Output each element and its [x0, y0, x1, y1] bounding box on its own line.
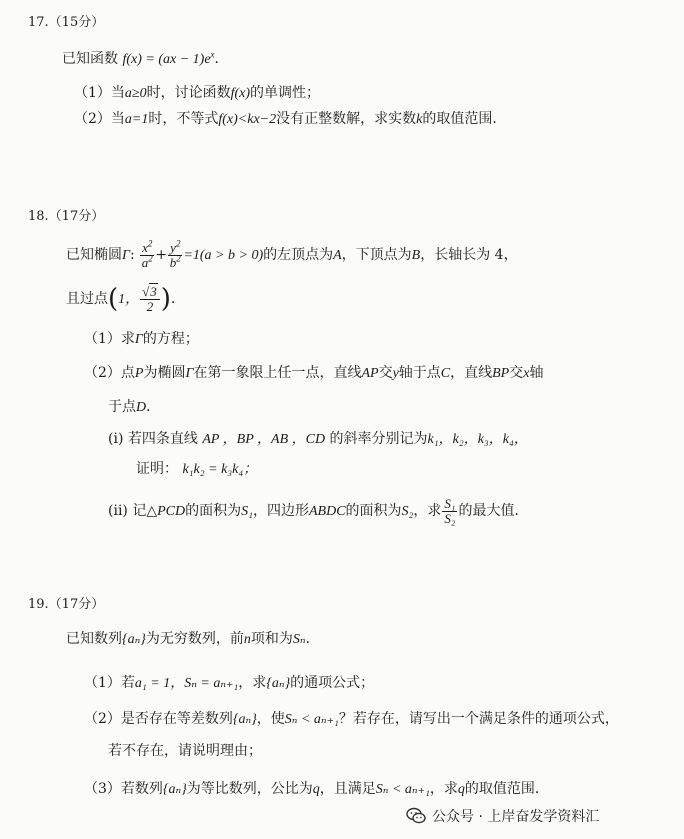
q18-stem-line2: 且过点(1， $\frac{√3}{2}$ )． [66, 283, 185, 314]
wechat-icon [406, 806, 426, 826]
q18-sub-i-proof: 证明： k₁k₂ = k₃k₄； [136, 461, 258, 477]
q19-part2-line2: 若不存在，请说明理由； [108, 743, 262, 759]
q17-part1: （1）当a≥0时，讨论函数f(x)的单调性； [74, 85, 321, 101]
q18-header: 18.（17分） [28, 209, 105, 224]
watermark [406, 806, 599, 826]
q18-part1: （1）求Γ的方程； [84, 331, 199, 347]
q18-stem-line1: 已知椭圆Γ: $\frac{x^2}{a^2}$ + $\frac{y^2}{b^2}$ =1(a > b > 0)的左顶点为A，下顶点为B，长轴长为 4， [66, 238, 518, 270]
q19-stem: 已知数列{aₙ}为无穷数列，前n项和为Sₙ． [66, 631, 320, 647]
q18-sub-ii: (ii) 记△PCD的面积为S₁，四边形ABDC的面积为S₂，求 $\frac{\text{S₁}}{\text{S₂}}$ 的最大值． [108, 495, 529, 526]
q17-header: 17.（15分） [28, 15, 105, 30]
q18-sub-i: (i) 若四条直线 AP ，BP ，AB ，CD 的斜率分别记为k₁，k₂，k₃，k₄， [108, 431, 528, 447]
q18-part2-line2: 于点D． [108, 399, 161, 415]
q17-part2: （2）当a=1时，不等式f(x)<kx−2没有正整数解，求实数k的取值范围． [74, 111, 507, 127]
q19-part1: （1）若a₁ = 1，Sₙ = aₙ₊₁，求{aₙ}的通项公式； [84, 675, 375, 691]
q19-header: 19.（17分） [28, 597, 105, 612]
q18-part2-line1: （2）点P为椭圆Γ在第一象限上任一点，直线AP交y轴于点C，直线BP交x轴 [84, 365, 544, 381]
q19-part3: （3）若数列{aₙ}为等比数列，公比为q，且满足Sₙ < aₙ₊₁，求q的取值范围． [84, 781, 549, 797]
q19-part2-line1: （2）是否存在等差数列{aₙ}，使Sₙ < aₙ₊₁？若存在，请写出一个满足条件的通项公式， [84, 711, 619, 727]
q17-stem: 已知函数 $f(x) = (ax - 1)e^x$． [62, 49, 229, 67]
watermark-text: 公众号 · 上岸奋发学资料汇 [432, 809, 600, 825]
